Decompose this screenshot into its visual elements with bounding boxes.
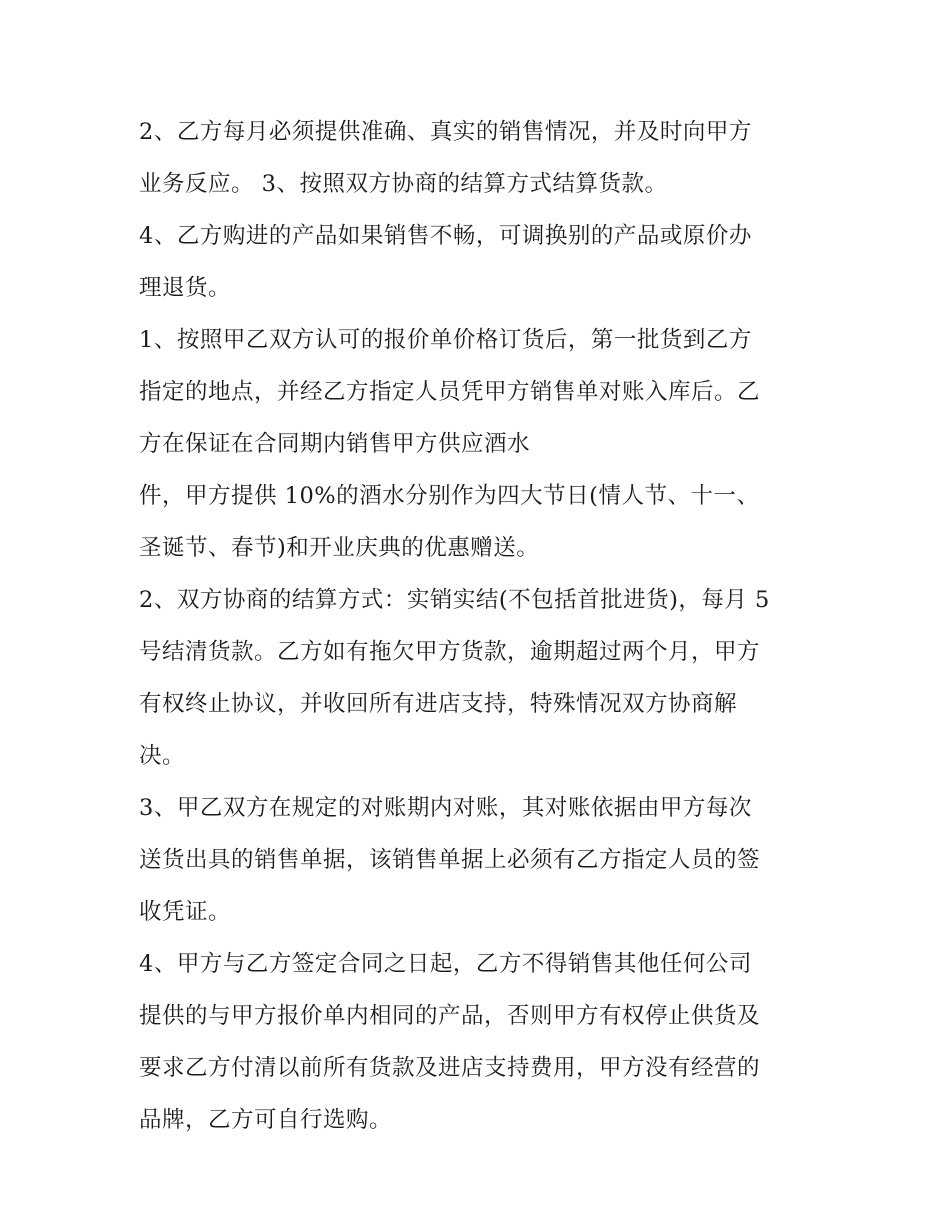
text-line: 理退货。 xyxy=(139,275,232,301)
text-line: 3、甲乙双方在规定的对账期内对账，其对账依据由甲方每次 xyxy=(139,795,752,821)
text-line: 圣诞节、春节)和开业庆典的优惠赠送。 xyxy=(139,535,540,561)
text-line: 1、按照甲乙双方认可的报价单价格订货后，第一批货到乙方 xyxy=(139,327,752,353)
text-line: 送货出具的销售单据，该销售单据上必须有乙方指定人员的签 xyxy=(139,847,761,873)
text-line: 业务反应。 3、按照双方协商的结算方式结算货款。 xyxy=(139,171,668,197)
text-line: 收凭证。 xyxy=(139,899,232,925)
text-line: 方在保证在合同期内销售甲方供应酒水 xyxy=(139,431,531,457)
text-line: 2、乙方每月必须提供准确、真实的销售情况，并及时向甲方 xyxy=(139,119,752,145)
text-line: 4、乙方购进的产品如果销售不畅，可调换别的产品或原价办 xyxy=(139,223,752,249)
text-line: 指定的地点，并经乙方指定人员凭甲方销售单对账入库后。乙 xyxy=(139,379,761,405)
text-line: 2、双方协商的结算方式：实销实结(不包括首批进货)，每月 5 xyxy=(139,587,770,613)
text-line: 号结清货款。乙方如有拖欠甲方货款，逾期超过两个月，甲方 xyxy=(139,639,761,665)
text-line: 要求乙方付清以前所有货款及进店支持费用，甲方没有经营的 xyxy=(139,1055,761,1081)
contract-text xyxy=(139,106,819,1146)
text-line: 决。 xyxy=(139,743,186,769)
text-line: 品牌，乙方可自行选购。 xyxy=(139,1107,393,1133)
text-line: 4、甲方与乙方签定合同之日起，乙方不得销售其他任何公司 xyxy=(139,951,752,977)
text-line: 有权终止协议，并收回所有进店支持，特殊情况双方协商解 xyxy=(139,691,738,717)
text-line: 提供的与甲方报价单内相同的产品，否则甲方有权停止供货及 xyxy=(139,1003,761,1029)
text-line: 件，甲方提供 10%的酒水分别作为四大节日(情人节、十一、 xyxy=(139,483,760,509)
